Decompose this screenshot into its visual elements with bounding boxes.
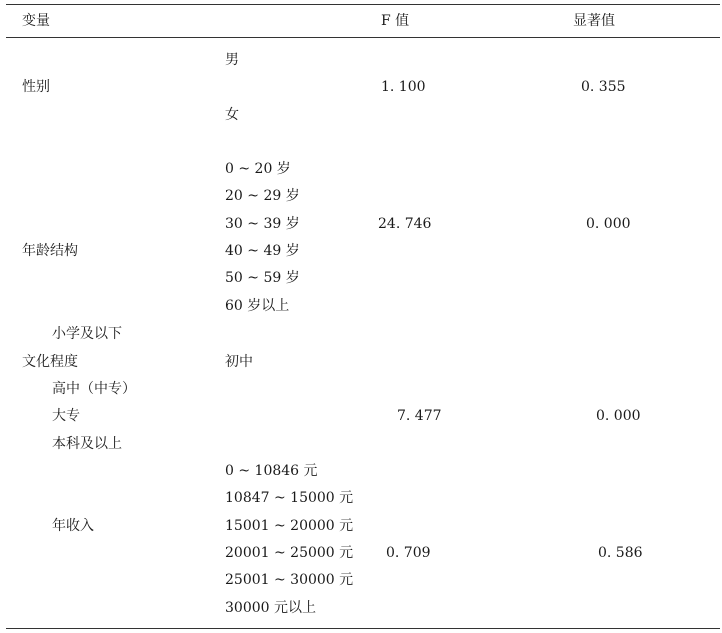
income-category: 30000 元以上 <box>225 600 316 616</box>
header-rule <box>6 37 720 38</box>
income-category: 25001 ~ 30000 元 <box>225 572 354 588</box>
education-significance: 0. 000 <box>596 408 641 424</box>
education-category: 高中（中专） <box>52 381 136 397</box>
header-variable: 变量 <box>22 13 50 29</box>
income-category: 10847 ~ 15000 元 <box>225 490 354 506</box>
education-category: 大专 <box>52 408 80 424</box>
gender-significance: 0. 355 <box>581 79 626 95</box>
gender-category: 男 <box>225 52 239 68</box>
top-rule <box>6 4 720 5</box>
income-f-value: 0. 709 <box>386 545 431 561</box>
income-category: 20001 ~ 25000 元 <box>225 545 354 561</box>
age-category: 60 岁以上 <box>225 298 290 314</box>
gender-category: 女 <box>225 107 239 123</box>
bottom-rule <box>6 628 720 629</box>
education-category: 本科及以上 <box>52 436 122 452</box>
income-category: 15001 ~ 20000 元 <box>225 518 354 534</box>
header-f-value: F 值 <box>381 13 410 29</box>
age-category: 30 ~ 39 岁 <box>225 216 300 232</box>
age-category: 0 ~ 20 岁 <box>225 161 291 177</box>
income-significance: 0. 586 <box>598 545 643 561</box>
row-label-income: 年收入 <box>52 518 94 534</box>
income-category: 0 ~ 10846 元 <box>225 463 318 479</box>
age-category: 20 ~ 29 岁 <box>225 188 300 204</box>
age-category: 50 ~ 59 岁 <box>225 270 300 286</box>
gender-f-value: 1. 100 <box>381 79 426 95</box>
age-f-value: 24. 746 <box>378 216 432 232</box>
row-label-gender: 性别 <box>22 79 50 95</box>
age-significance: 0. 000 <box>586 216 631 232</box>
age-category: 40 ~ 49 岁 <box>225 243 300 259</box>
education-f-value: 7. 477 <box>397 408 442 424</box>
header-significance: 显著值 <box>573 13 615 29</box>
row-label-education: 文化程度 <box>22 354 78 370</box>
education-category: 初中 <box>225 354 253 370</box>
education-category: 小学及以下 <box>52 326 122 342</box>
row-label-age: 年龄结构 <box>22 243 78 259</box>
